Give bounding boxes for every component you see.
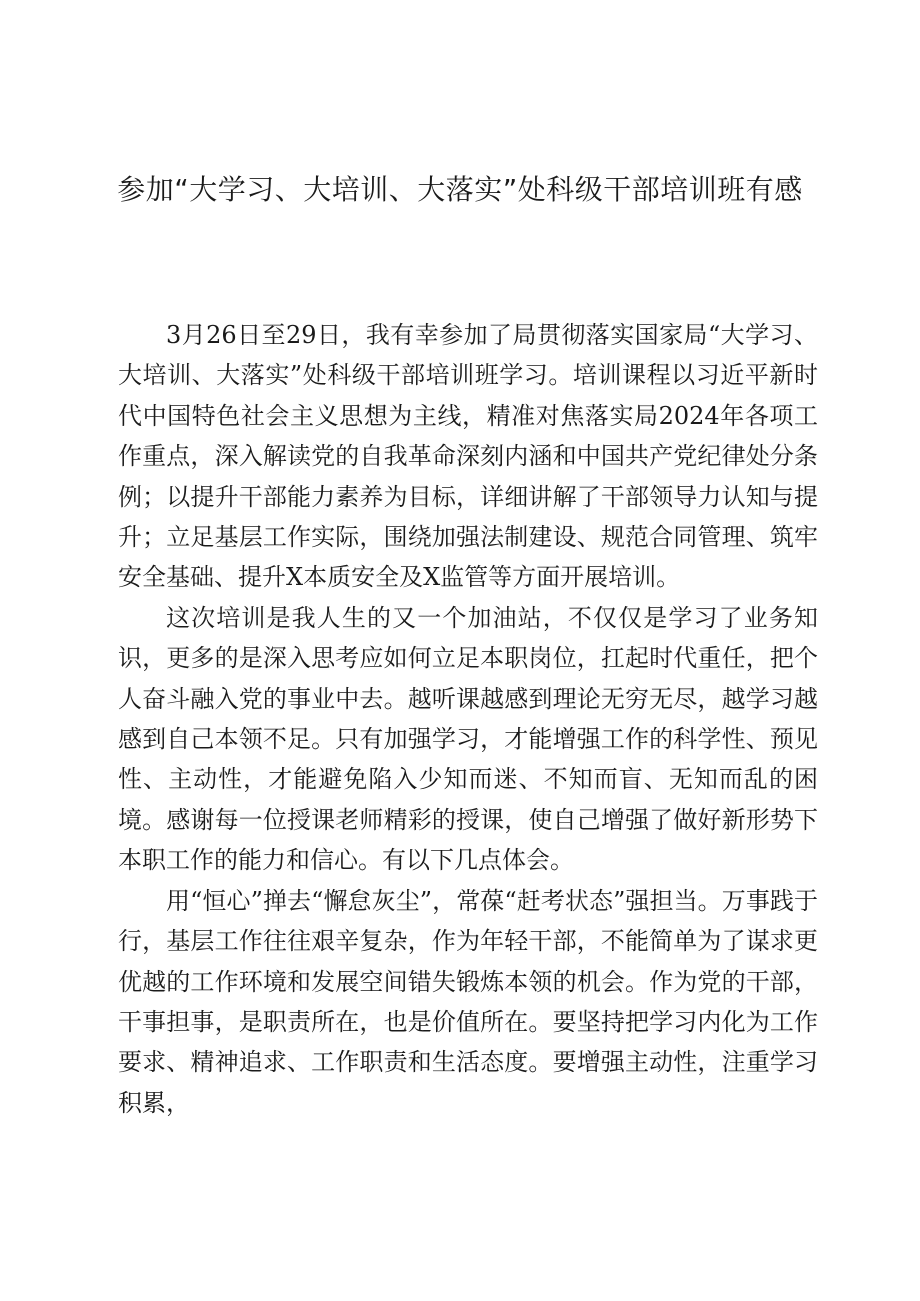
document-title: 参加“大学习、大培训、大落实”处科级干部培训班有感 [117,173,803,206]
document-body [118,315,818,1123]
paragraph-training-reflection: 这次培训是我人生的又一个加油站，不仅仅是学习了业务知识，更多的是深入思考应如何立足本职岗位，扛起时代重任，把个人奋斗融入党的事业中去。越听课越感到理论无穷无尽，越学习越感到自己本领不足。只有加强学习，才能增强工作的科学性、预见性、主动性，才能避免陷入少知而迷、不知而盲、无知而乱的困境。感谢每一位授课老师精彩的授课，使自己增强了做好新形势下本职工作的能力和信心。有以下几点体会。 [118,603,818,875]
paragraph-training-overview: 3月26日至29日，我有幸参加了局贯彻落实国家局“大学习、大培训、大落实”处科级干部培训班学习。培训课程以习近平新时代中国特色社会主义思想为主线，精准对焦落实局2024年各项工作重点，深入解读党的自我革命深刻内涵和中国共产党纪律处分条例；以提升干部能力素养为目标，详细讲解了干部领导力认知与提升；立足基层工作实际，围绕加强法制建设、规范合同管理、筑牢安全基础、提升X本质安全及X监管等方面开展培训。 [118,321,818,592]
paragraph-perseverance: 用“恒心”掸去“懈怠灰尘”，常葆“赶考状态”强担当。万事践于行，基层工作往往艰辛复杂，作为年轻干部，不能简单为了谋求更优越的工作环境和发展空间错失锻炼本领的机会。作为党的干部，干事担事，是职责所在，也是价值所在。要坚持把学习内化为工作要求、精神追求、工作职责和生活态度。要增强主动性，注重学习积累， [118,886,818,1117]
